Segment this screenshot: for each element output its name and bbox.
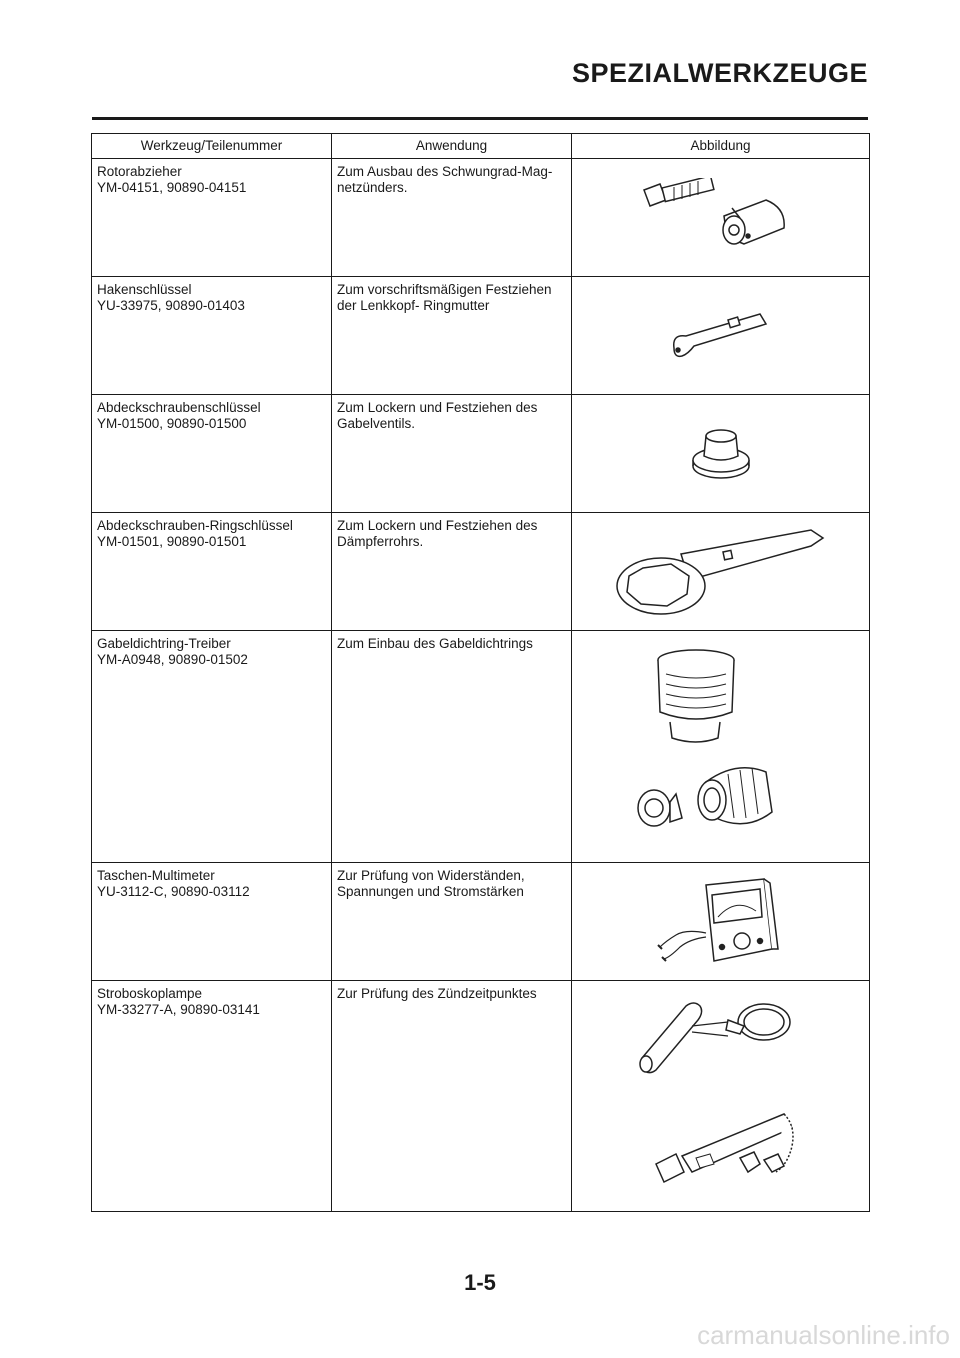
table-row bbox=[92, 395, 870, 513]
tool-name: Abdeckschrauben-Ringschlüssel bbox=[97, 518, 293, 533]
fork-seal-driver-icon bbox=[636, 642, 806, 852]
usage-line: Dämpferrohrs. bbox=[337, 534, 424, 549]
usage-line: Zum Lockern und Festziehen des bbox=[337, 518, 538, 533]
part-number: YM-A0948, 90890-01502 bbox=[97, 652, 248, 667]
tool-name: Abdeckschraubenschlüssel bbox=[97, 400, 261, 415]
multimeter-icon bbox=[656, 877, 786, 967]
illustration-cell bbox=[572, 631, 870, 863]
usage-line: Zum vorschriftsmäßigen Festziehen bbox=[337, 282, 552, 297]
usage-line: Zum Einbau des Gabeldichtrings bbox=[337, 636, 533, 651]
usage-line: Spannungen und Stromstärken bbox=[337, 884, 524, 899]
illustration-cell bbox=[572, 277, 870, 395]
column-header-illustration: Abbildung bbox=[572, 134, 870, 159]
usage-cell bbox=[332, 395, 572, 513]
usage-cell bbox=[332, 981, 572, 1212]
table-row bbox=[92, 631, 870, 863]
table-row bbox=[92, 513, 870, 631]
tool-name: Stroboskoplampe bbox=[97, 986, 203, 1001]
usage-line: Zur Prüfung des Zündzeitpunktes bbox=[337, 986, 537, 1001]
timing-light-icon bbox=[636, 996, 806, 1196]
rotor-puller-icon bbox=[636, 178, 806, 258]
tool-cell bbox=[92, 863, 332, 981]
illustration-cell bbox=[572, 159, 870, 277]
usage-cell bbox=[332, 277, 572, 395]
part-number: YM-01501, 90890-01501 bbox=[97, 534, 247, 549]
page-number: 1-5 bbox=[464, 1270, 496, 1295]
tool-cell bbox=[92, 277, 332, 395]
part-number: YM-04151, 90890-04151 bbox=[97, 180, 247, 195]
usage-line: der Lenkkopf- Ringmutter bbox=[337, 298, 490, 313]
tool-name: Taschen-Multimeter bbox=[97, 868, 215, 883]
tool-name: Hakenschlüssel bbox=[97, 282, 192, 297]
ring-wrench-icon bbox=[611, 524, 831, 619]
page-title: SPEZIALWERKZEUGE bbox=[571, 58, 868, 88]
tool-cell bbox=[92, 513, 332, 631]
table-row bbox=[92, 277, 870, 395]
header-rule bbox=[92, 117, 868, 120]
column-header-tool: Werkzeug/Teilenummer bbox=[92, 134, 332, 159]
illustration-cell bbox=[572, 981, 870, 1212]
tool-cell bbox=[92, 981, 332, 1212]
table-row bbox=[92, 863, 870, 981]
table-row bbox=[92, 981, 870, 1212]
tool-cell bbox=[92, 631, 332, 863]
illustration-cell bbox=[572, 863, 870, 981]
part-number: YU-33975, 90890-01403 bbox=[97, 298, 245, 313]
watermark: carmanualsonline.info bbox=[697, 1320, 950, 1350]
table-header-row bbox=[92, 134, 870, 159]
usage-line: Zur Prüfung von Widerständen, bbox=[337, 868, 525, 883]
part-number: YU-3112-C, 90890-03112 bbox=[97, 884, 250, 899]
illustration-cell bbox=[572, 395, 870, 513]
hook-wrench-icon bbox=[666, 306, 776, 366]
tool-name: Rotorabzieher bbox=[97, 164, 182, 179]
part-number: YM-01500, 90890-01500 bbox=[97, 416, 247, 431]
usage-cell bbox=[332, 513, 572, 631]
tool-cell bbox=[92, 395, 332, 513]
cap-bolt-wrench-icon bbox=[686, 424, 756, 484]
table-row bbox=[92, 159, 870, 277]
tool-cell bbox=[92, 159, 332, 277]
column-header-usage: Anwendung bbox=[332, 134, 572, 159]
special-tools-table bbox=[91, 133, 870, 1212]
usage-line: Zum Lockern und Festziehen des bbox=[337, 400, 538, 415]
illustration-cell bbox=[572, 513, 870, 631]
usage-cell bbox=[332, 863, 572, 981]
usage-line: Zum Ausbau des Schwungrad-Mag- bbox=[337, 164, 553, 179]
usage-line: netzünders. bbox=[337, 180, 408, 195]
usage-line: Gabelventils. bbox=[337, 416, 416, 431]
usage-cell bbox=[332, 159, 572, 277]
usage-cell bbox=[332, 631, 572, 863]
tool-name: Gabeldichtring-Treiber bbox=[97, 636, 231, 651]
part-number: YM-33277-A, 90890-03141 bbox=[97, 1002, 260, 1017]
